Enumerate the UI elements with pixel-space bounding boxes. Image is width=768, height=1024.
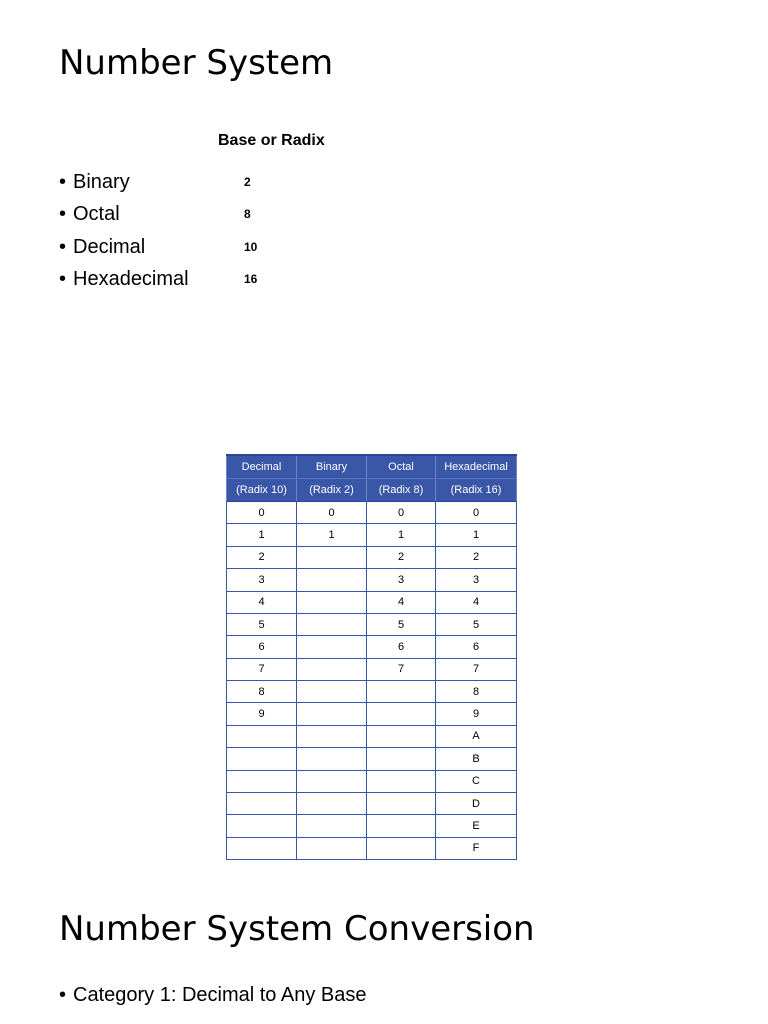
table-row bbox=[227, 569, 517, 591]
decimal-cell bbox=[227, 792, 297, 814]
list-item-octal bbox=[59, 202, 251, 234]
table-body bbox=[227, 502, 517, 860]
system-base: 10 bbox=[244, 239, 258, 254]
binary-cell bbox=[297, 569, 367, 591]
number-system-table bbox=[226, 454, 517, 860]
conversion-list bbox=[59, 983, 366, 1007]
hexadecimal-cell: 3 bbox=[436, 569, 517, 591]
decimal-cell: 8 bbox=[227, 681, 297, 703]
hexadecimal-cell: 1 bbox=[436, 524, 517, 546]
table-row bbox=[227, 792, 517, 814]
decimal-cell bbox=[227, 725, 297, 747]
octal-cell: 0 bbox=[367, 502, 436, 524]
decimal-cell bbox=[227, 770, 297, 792]
binary-cell bbox=[297, 770, 367, 792]
header-hexadecimal-radix: (Radix 16) bbox=[436, 479, 517, 502]
table-row bbox=[227, 748, 517, 770]
hexadecimal-cell: E bbox=[436, 815, 517, 837]
octal-cell bbox=[367, 770, 436, 792]
binary-cell bbox=[297, 725, 367, 747]
decimal-cell bbox=[227, 748, 297, 770]
octal-cell bbox=[367, 703, 436, 725]
bullet-icon: • bbox=[59, 171, 67, 193]
octal-cell: 5 bbox=[367, 613, 436, 635]
binary-cell bbox=[297, 837, 367, 859]
binary-cell bbox=[297, 591, 367, 613]
octal-cell bbox=[367, 815, 436, 837]
radix-column-header: Base or Radix bbox=[218, 132, 325, 149]
system-name: Hexadecimal bbox=[73, 267, 189, 290]
binary-cell: 0 bbox=[297, 502, 367, 524]
page-title-number-system: Number System bbox=[59, 43, 334, 83]
bullet-icon: • bbox=[59, 984, 67, 1006]
decimal-cell: 2 bbox=[227, 546, 297, 568]
number-system-list bbox=[59, 170, 258, 299]
hexadecimal-cell: 9 bbox=[436, 703, 517, 725]
decimal-cell bbox=[227, 837, 297, 859]
hexadecimal-cell: 4 bbox=[436, 591, 517, 613]
system-base: 8 bbox=[244, 207, 251, 222]
header-decimal-radix: (Radix 10) bbox=[227, 479, 297, 502]
hexadecimal-cell: 0 bbox=[436, 502, 517, 524]
header-octal: Octal bbox=[367, 455, 436, 479]
decimal-cell bbox=[227, 815, 297, 837]
hexadecimal-cell: C bbox=[436, 770, 517, 792]
octal-cell: 7 bbox=[367, 658, 436, 680]
page-title-number-system-conversion: Number System Conversion bbox=[59, 909, 535, 949]
octal-cell: 6 bbox=[367, 636, 436, 658]
octal-cell: 2 bbox=[367, 546, 436, 568]
system-base: 2 bbox=[244, 175, 251, 189]
decimal-cell: 9 bbox=[227, 703, 297, 725]
table-row bbox=[227, 770, 517, 792]
octal-cell: 4 bbox=[367, 591, 436, 613]
list-item-binary bbox=[59, 170, 251, 202]
hexadecimal-cell: A bbox=[436, 725, 517, 747]
list-item-decimal bbox=[59, 235, 258, 267]
hexadecimal-cell: D bbox=[436, 792, 517, 814]
hexadecimal-cell: 8 bbox=[436, 681, 517, 703]
octal-cell bbox=[367, 748, 436, 770]
table-row bbox=[227, 703, 517, 725]
binary-cell bbox=[297, 546, 367, 568]
bullet-icon: • bbox=[59, 267, 67, 290]
decimal-cell: 1 bbox=[227, 524, 297, 546]
decimal-cell: 0 bbox=[227, 502, 297, 524]
system-name: Binary bbox=[73, 171, 130, 193]
octal-cell bbox=[367, 681, 436, 703]
decimal-cell: 4 bbox=[227, 591, 297, 613]
list-item-hexadecimal bbox=[59, 267, 258, 299]
table-row bbox=[227, 658, 517, 680]
binary-cell bbox=[297, 658, 367, 680]
table-row bbox=[227, 546, 517, 568]
system-name: Decimal bbox=[73, 235, 146, 258]
header-binary-radix: (Radix 2) bbox=[297, 479, 367, 502]
bullet-icon: • bbox=[59, 203, 67, 226]
binary-cell bbox=[297, 613, 367, 635]
hexadecimal-cell: 5 bbox=[436, 613, 517, 635]
header-decimal: Decimal bbox=[227, 455, 297, 479]
table-row bbox=[227, 681, 517, 703]
binary-cell bbox=[297, 703, 367, 725]
bullet-icon: • bbox=[59, 235, 67, 258]
octal-cell: 3 bbox=[367, 569, 436, 591]
table-row bbox=[227, 636, 517, 658]
binary-cell bbox=[297, 815, 367, 837]
hexadecimal-cell: 7 bbox=[436, 658, 517, 680]
hexadecimal-cell: F bbox=[436, 837, 517, 859]
table-row bbox=[227, 613, 517, 635]
octal-cell bbox=[367, 837, 436, 859]
list-item-category-1 bbox=[59, 983, 366, 1007]
hexadecimal-cell: 6 bbox=[436, 636, 517, 658]
decimal-cell: 3 bbox=[227, 569, 297, 591]
system-base: 16 bbox=[244, 271, 258, 286]
octal-cell bbox=[367, 725, 436, 747]
table-row bbox=[227, 502, 517, 524]
table-row bbox=[227, 725, 517, 747]
decimal-cell: 5 bbox=[227, 613, 297, 635]
table-row bbox=[227, 524, 517, 546]
decimal-cell: 7 bbox=[227, 658, 297, 680]
hexadecimal-cell: B bbox=[436, 748, 517, 770]
system-name: Octal bbox=[73, 203, 120, 226]
binary-cell bbox=[297, 636, 367, 658]
header-octal-radix: (Radix 8) bbox=[367, 479, 436, 502]
table-header-radix-row bbox=[227, 479, 517, 502]
binary-cell bbox=[297, 748, 367, 770]
header-binary: Binary bbox=[297, 455, 367, 479]
decimal-cell: 6 bbox=[227, 636, 297, 658]
table-header-row bbox=[227, 455, 517, 479]
table-row bbox=[227, 837, 517, 859]
header-hexadecimal: Hexadecimal bbox=[436, 455, 517, 479]
hexadecimal-cell: 2 bbox=[436, 546, 517, 568]
table-row bbox=[227, 591, 517, 613]
binary-cell: 1 bbox=[297, 524, 367, 546]
octal-cell: 1 bbox=[367, 524, 436, 546]
number-system-table-container bbox=[226, 454, 516, 860]
table-row bbox=[227, 815, 517, 837]
binary-cell bbox=[297, 681, 367, 703]
binary-cell bbox=[297, 792, 367, 814]
category-label: Category 1: Decimal to Any Base bbox=[73, 984, 367, 1006]
octal-cell bbox=[367, 792, 436, 814]
